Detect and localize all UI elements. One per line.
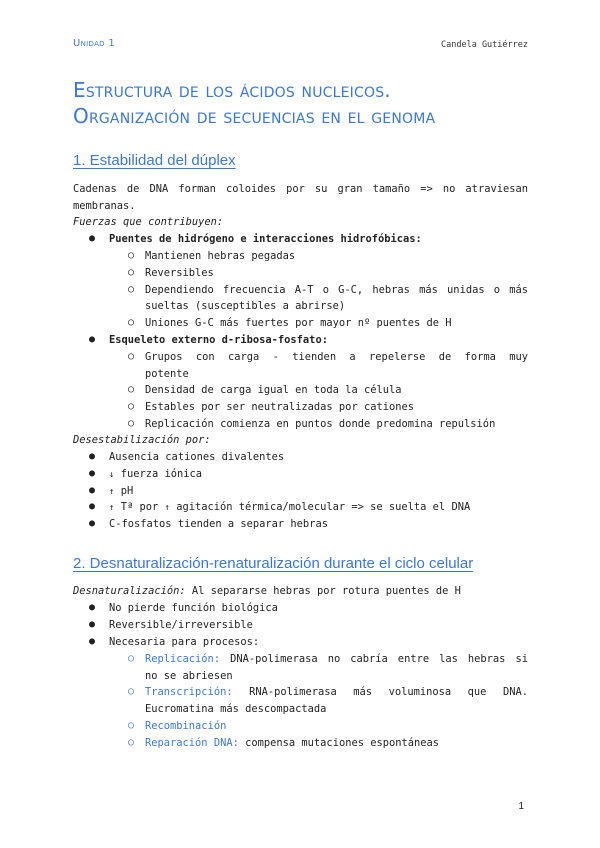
- intro-line-1: Cadenas de DNA forman coloides por su gran tamaño => no atraviesan: [73, 183, 528, 195]
- process-replication-cont: no se abriesen: [145, 670, 233, 682]
- hbond-item-1: Mantienen hebras pegadas: [145, 250, 296, 262]
- process-recombination: Recombinación: [145, 720, 227, 732]
- intro-line-2: membranas.: [73, 200, 136, 212]
- bullet-dot: ●: [89, 451, 96, 462]
- hbond-item-3: Dependiendo frecuencia A-T o G-C, hebras más unidas o más: [145, 284, 528, 296]
- bullet-dot: ●: [89, 485, 96, 496]
- destab-label: Desestabilización por:: [73, 434, 211, 446]
- circle-bullet: ○: [128, 720, 135, 731]
- arrow-up-icon: ↑: [109, 503, 115, 513]
- bullet-dot: ●: [89, 501, 96, 512]
- bullet-dot: ●: [89, 334, 96, 345]
- skeleton-item-1-cont: potente: [145, 368, 189, 380]
- section-2-heading: 2. Desnaturalización-renaturalización durante el ciclo celular: [73, 555, 474, 572]
- skeleton-item-1: Grupos con carga - tienden a repelerse de forma muy: [145, 351, 528, 363]
- destab-item-4: ↑ Tª por ↑ agitación térmica/molecular => se suelta el DNA: [109, 499, 470, 517]
- arrow-down-icon: ↓: [109, 470, 115, 480]
- destab-item-3: ↑ pH: [109, 483, 133, 501]
- process-transcription-cont: Eucromatina más descompactada: [145, 703, 327, 715]
- process-transcription: Transcripción: RNA-polimerasa más voluminosa que DNA.: [145, 686, 528, 698]
- arrow-up-icon: ↑: [109, 487, 115, 497]
- unit-label: Unidad 1: [73, 38, 116, 49]
- destab-item-5: C-fosfatos tienden a separar hebras: [109, 518, 328, 530]
- denat-line: Desnaturalización: Al separarse hebras por rotura puentes de H: [73, 585, 461, 597]
- process-repair: Reparación DNA: compensa mutaciones espontáneas: [145, 737, 440, 749]
- bullet-dot: ●: [89, 518, 96, 529]
- destab-item-2: ↓ fuerza iónica: [109, 466, 202, 484]
- page-number: 1: [518, 801, 524, 812]
- circle-bullet: ○: [128, 317, 135, 328]
- section-1-heading: 1. Estabilidad del dúplex: [73, 152, 236, 169]
- forces-label: Fuerzas que contribuyen:: [73, 216, 224, 228]
- hbond-item-3-cont: sueltas (susceptibles a abrirse): [145, 300, 346, 312]
- author-name: Candela Gutiérrez: [441, 40, 528, 50]
- page-title: [73, 77, 543, 129]
- arrow-up-icon: ↑: [164, 503, 170, 513]
- bullet-dot: ●: [89, 619, 96, 630]
- circle-bullet: ○: [128, 384, 135, 395]
- circle-bullet: ○: [128, 250, 135, 261]
- circle-bullet: ○: [128, 267, 135, 278]
- bullet-dot: ●: [89, 602, 96, 613]
- process-replication: Replicación: DNA-polimerasa no cabría entre las hebras si: [145, 653, 528, 665]
- denat-item-3: Necesaria para procesos:: [109, 636, 260, 648]
- title-line-1: Estructura de los ácidos nucleicos.: [73, 78, 391, 102]
- hbond-item-4: Uniones G-C más fuertes por mayor nº puentes de H: [145, 317, 452, 329]
- circle-bullet: ○: [128, 351, 135, 362]
- title-line-2: Organización de secuencias en el genoma: [73, 104, 436, 128]
- circle-bullet: ○: [128, 401, 135, 412]
- hbond-item-2: Reversibles: [145, 267, 214, 279]
- circle-bullet: ○: [128, 737, 135, 748]
- denat-item-2: Reversible/irreversible: [109, 619, 253, 631]
- bullet-dot: ●: [89, 468, 96, 479]
- circle-bullet: ○: [128, 284, 135, 295]
- circle-bullet: ○: [128, 418, 135, 429]
- skeleton-item-2: Densidad de carga igual en toda la célula: [145, 384, 402, 396]
- skeleton-label: Esqueleto externo d-ribosa-fosfato:: [109, 334, 328, 346]
- denat-item-1: No pierde función biológica: [109, 602, 278, 614]
- bullet-dot: ●: [89, 636, 96, 647]
- skeleton-item-3: Estables por ser neutralizadas por cationes: [145, 401, 414, 413]
- circle-bullet: ○: [128, 653, 135, 664]
- circle-bullet: ○: [128, 686, 135, 697]
- destab-item-1: Ausencia cationes divalentes: [109, 451, 285, 463]
- skeleton-item-4: Replicación comienza en puntos donde predomina repulsión: [145, 418, 496, 430]
- bullet-dot: ●: [89, 233, 96, 244]
- hbond-label: Puentes de hidrógeno e interacciones hidrofóbicas:: [109, 233, 422, 245]
